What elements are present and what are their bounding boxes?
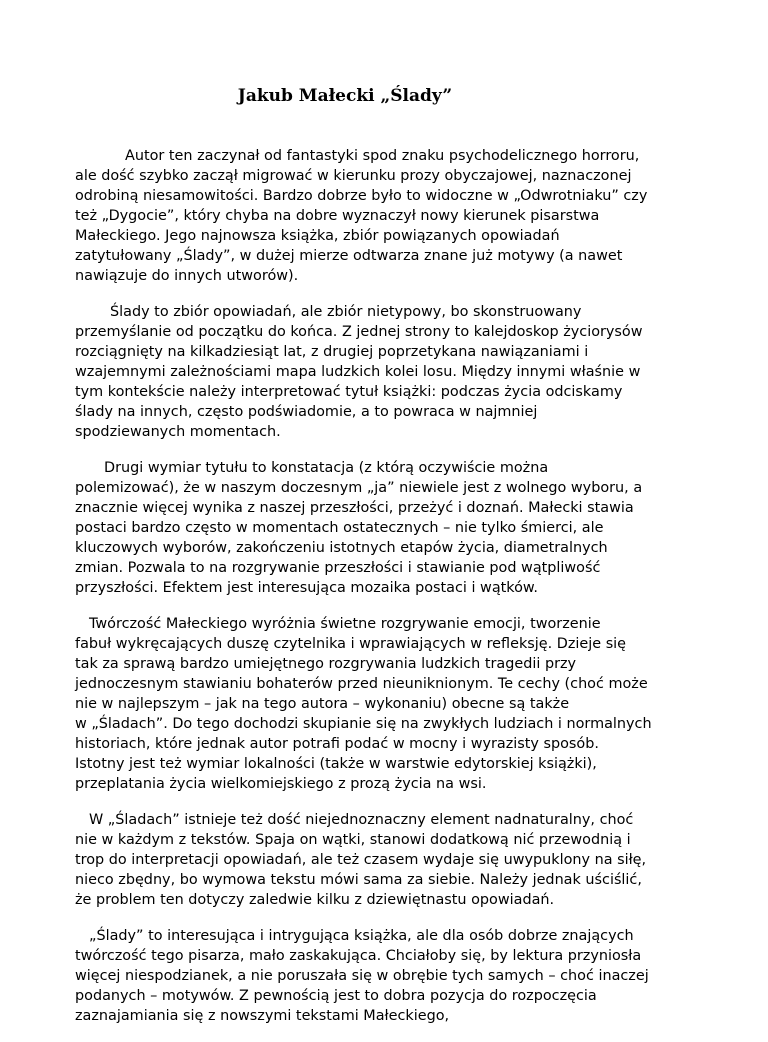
paragraph-5 xyxy=(75,810,715,910)
paragraph-6 xyxy=(75,926,715,1026)
text-line: Drugi wymiar tytułu to konstatacja (z którą oczywiście można xyxy=(104,460,549,476)
text-line: kluczowych wyborów, zakończeniu istotnych etapów życia, diametralnych xyxy=(75,540,608,556)
text-line: odrobiną niesamowitości. Bardzo dobrze było to widoczne w „Odwrotniaku” czy xyxy=(75,188,648,204)
text-line: nawiązuje do innych utworów). xyxy=(75,268,299,284)
text-line: tak za sprawą bardzo umiejętnego rozgrywania ludzkich tragedii przy xyxy=(75,656,577,672)
text-line: przemyślanie od początku do końca. Z jednej strony to kalejdoskop życiorysów xyxy=(75,324,643,340)
text-line: przeplatania życia wielkomiejskiego z prozą życia na wsi. xyxy=(75,776,487,792)
text-line: Istotny jest też wymiar lokalności (także w warstwie edytorskiej książki), xyxy=(75,756,597,772)
text-line: „Ślady” to interesująca i intrygująca książka, ale dla osób dobrze znających xyxy=(89,928,634,944)
text-line: przyszłości. Efektem jest interesująca mozaika postaci i wątków. xyxy=(75,580,538,596)
text-line: też „Dygocie”, który chyba na dobre wyznaczył nowy kierunek pisarstwa xyxy=(75,208,600,224)
text-line: że problem ten dotyczy zaledwie kilku z dziewiętnastu opowiadań. xyxy=(75,892,555,908)
text-line: polemizować), że w naszym doczesnym „ja” niewiele jest z wolnego wyboru, a xyxy=(75,480,643,496)
text-line: zatytułowany „Ślady”, w dużej mierze odtwarza znane już motywy (a nawet xyxy=(75,248,623,264)
text-line: znacznie więcej wynika z naszej przeszłości, przeżyć i doznań. Małecki stawia xyxy=(75,500,634,516)
text-line: w „Śladach”. Do tego dochodzi skupianie się na zwykłych ludziach i normalnych xyxy=(75,716,652,732)
text-line: Autor ten zaczynał od fantastyki spod znaku psychodelicznego horroru, xyxy=(125,148,640,164)
paragraph-2 xyxy=(75,302,715,442)
paragraph-1 xyxy=(75,146,715,286)
text-line: ślady na innych, często podświadomie, a to powraca w najmniej xyxy=(75,404,538,420)
text-line: rozciągnięty na kilkadziesiąt lat, z drugiej poprzetykana nawiązaniami i xyxy=(75,344,589,360)
document-body xyxy=(75,146,715,1042)
text-line: Małeckiego. Jego najnowsza książka, zbiór powiązanych opowiadań xyxy=(75,228,560,244)
text-line: nie w najlepszym – jak na tego autora – wykonaniu) obecne są także xyxy=(75,696,570,712)
document-title: Jakub Małecki „Ślady” xyxy=(237,86,453,106)
text-line: wzajemnymi zależnościami mapa ludzkich kolei losu. Między innymi właśnie w xyxy=(75,364,641,380)
text-line: Twórczość Małeckiego wyróżnia świetne rozgrywanie emocji, tworzenie xyxy=(89,616,601,632)
text-line: trop do interpretacji opowiadań, ale też czasem wydaje się uwypuklony na siłę, xyxy=(75,852,647,868)
text-line: twórczość tego pisarza, mało zaskakująca. Chciałoby się, by lektura przyniosła xyxy=(75,948,642,964)
text-line: więcej niespodzianek, a nie poruszała się w obrębie tych samych – choć inaczej xyxy=(75,968,649,984)
text-line: W „Śladach” istnieje też dość niejednoznaczny element nadnaturalny, choć xyxy=(89,812,634,828)
text-line: zaznajamiania się z nowszymi tekstami Małeckiego, xyxy=(75,1008,450,1024)
text-line: jednoczesnym stawianiu bohaterów przed nieuniknionym. Te cechy (choć może xyxy=(75,676,648,692)
text-line: Ślady to zbiór opowiadań, ale zbiór nietypowy, bo skonstruowany xyxy=(110,304,582,320)
text-line: podanych – motywów. Z pewnością jest to dobra pozycja do rozpoczęcia xyxy=(75,988,597,1004)
text-line: zmian. Pozwala to na rozgrywanie przeszłości i stawianie pod wątpliwość xyxy=(75,560,601,576)
text-line: nie w każdym z tekstów. Spaja on wątki, stanowi dodatkową nić przewodnią i xyxy=(75,832,631,848)
text-line: nieco zbędny, bo wymowa tekstu mówi sama za siebie. Należy jednak uściślić, xyxy=(75,872,642,888)
paragraph-4 xyxy=(75,614,715,794)
text-line: tym kontekście należy interpretować tytuł książki: podczas życia odciskamy xyxy=(75,384,623,400)
text-line: postaci bardzo często w momentach ostatecznych – nie tylko śmierci, ale xyxy=(75,520,604,536)
paragraph-3 xyxy=(75,458,715,598)
text-line: fabuł wykręcających duszę czytelnika i wprawiających w refleksję. Dzieje się xyxy=(75,636,627,652)
text-line: spodziewanych momentach. xyxy=(75,424,281,440)
text-line: ale dość szybko zaczął migrować w kierunku prozy obyczajowej, naznaczonej xyxy=(75,168,632,184)
text-line: historiach, które jednak autor potrafi podać w mocny i wyrazisty sposób. xyxy=(75,736,599,752)
